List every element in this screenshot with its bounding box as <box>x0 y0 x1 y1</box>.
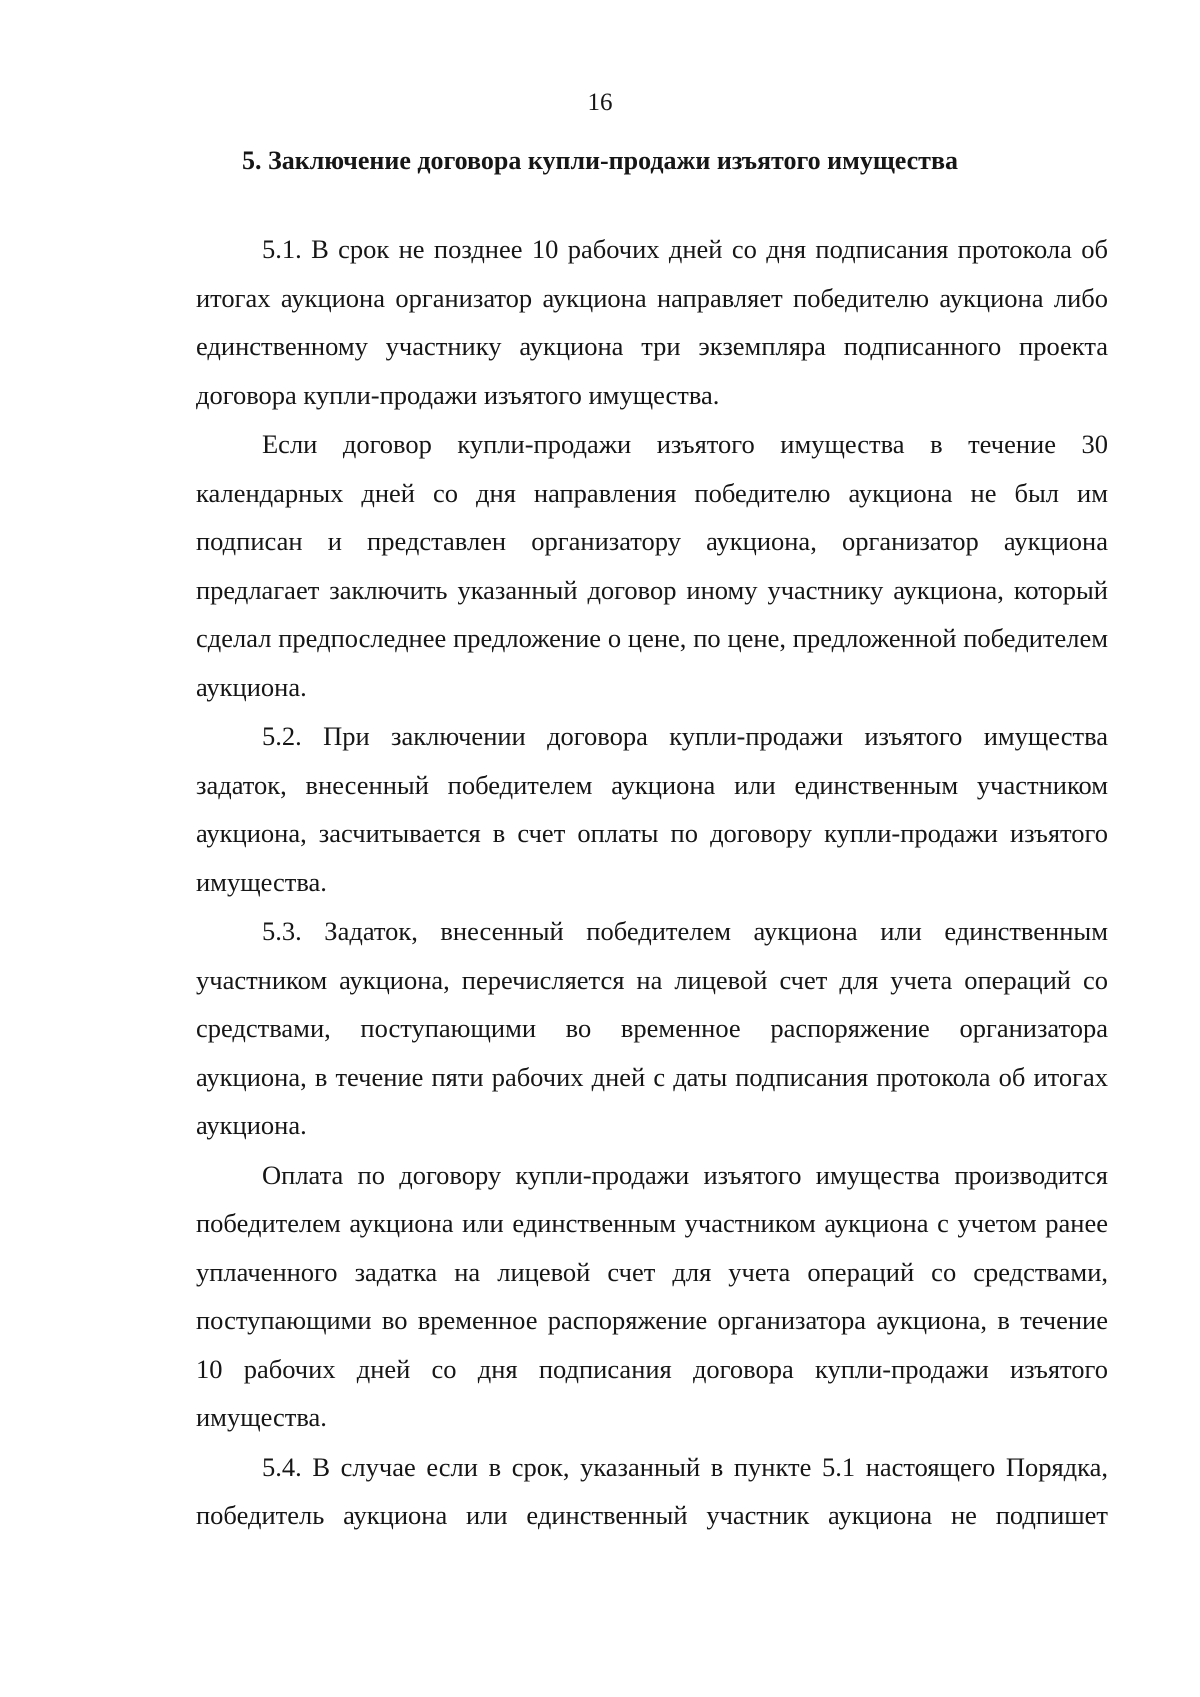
paragraph-5-3-payment: Оплата по договору купли-продажи изъятого имущества производится победителем аукциона или единственным участником аукциона с учетом ранее уплаченного задатка на лицевой счет для учета операций со средствами, поступающими во временное распоряжение организатора аукциона, в течение 10 рабочих дней со дня подписания договора купли-продажи изъятого имущества. <box>196 1159 1108 1432</box>
page-number: 16 <box>587 89 613 116</box>
paragraph-5-3: 5.3. Задаток, внесенный победителем аукциона или единственным участником аукциона, перечисляется на лицевой счет для учета операций со средствами, поступающими во временное распоряжение организатора аукциона, в течение пяти рабочих дней с даты подписания протокола об итогах аукциона. <box>196 916 1108 1140</box>
section-title: 5. Заключение договора купли-продажи изъятого имущества <box>241 146 958 175</box>
document-body <box>196 225 1108 1540</box>
paragraph-5-2: 5.2. При заключении договора купли-продажи изъятого имущества задаток, внесенный победителем аукциона или единственным участником аукциона, засчитывается в счет оплаты по договору купли-продажи изъятого имущества. <box>196 721 1108 897</box>
paragraph-5-1: 5.1. В срок не позднее 10 рабочих дней со дня подписания протокола об итогах аукциона организатор аукциона направляет победителю аукциона либо единственному участнику аукциона три экземпляра подписанного проекта договора купли-продажи изъятого имущества. <box>196 234 1108 410</box>
paragraph-5-1-continued: Если договор купли-продажи изъятого имущества в течение 30 календарных дней со дня направления победителю аукциона не был им подписан и представлен организатору аукциона, организатор аукциона предлагает заключить указанный договор иному участнику аукциона, который сделал предпоследнее предложение о цене, по цене, предложенной победителем аукциона. <box>196 429 1108 702</box>
paragraph-5-4: 5.4. В случае если в срок, указанный в пункте 5.1 настоящего Порядка, победитель аукциона или единственный участник аукциона не подпишет <box>196 1451 1108 1530</box>
